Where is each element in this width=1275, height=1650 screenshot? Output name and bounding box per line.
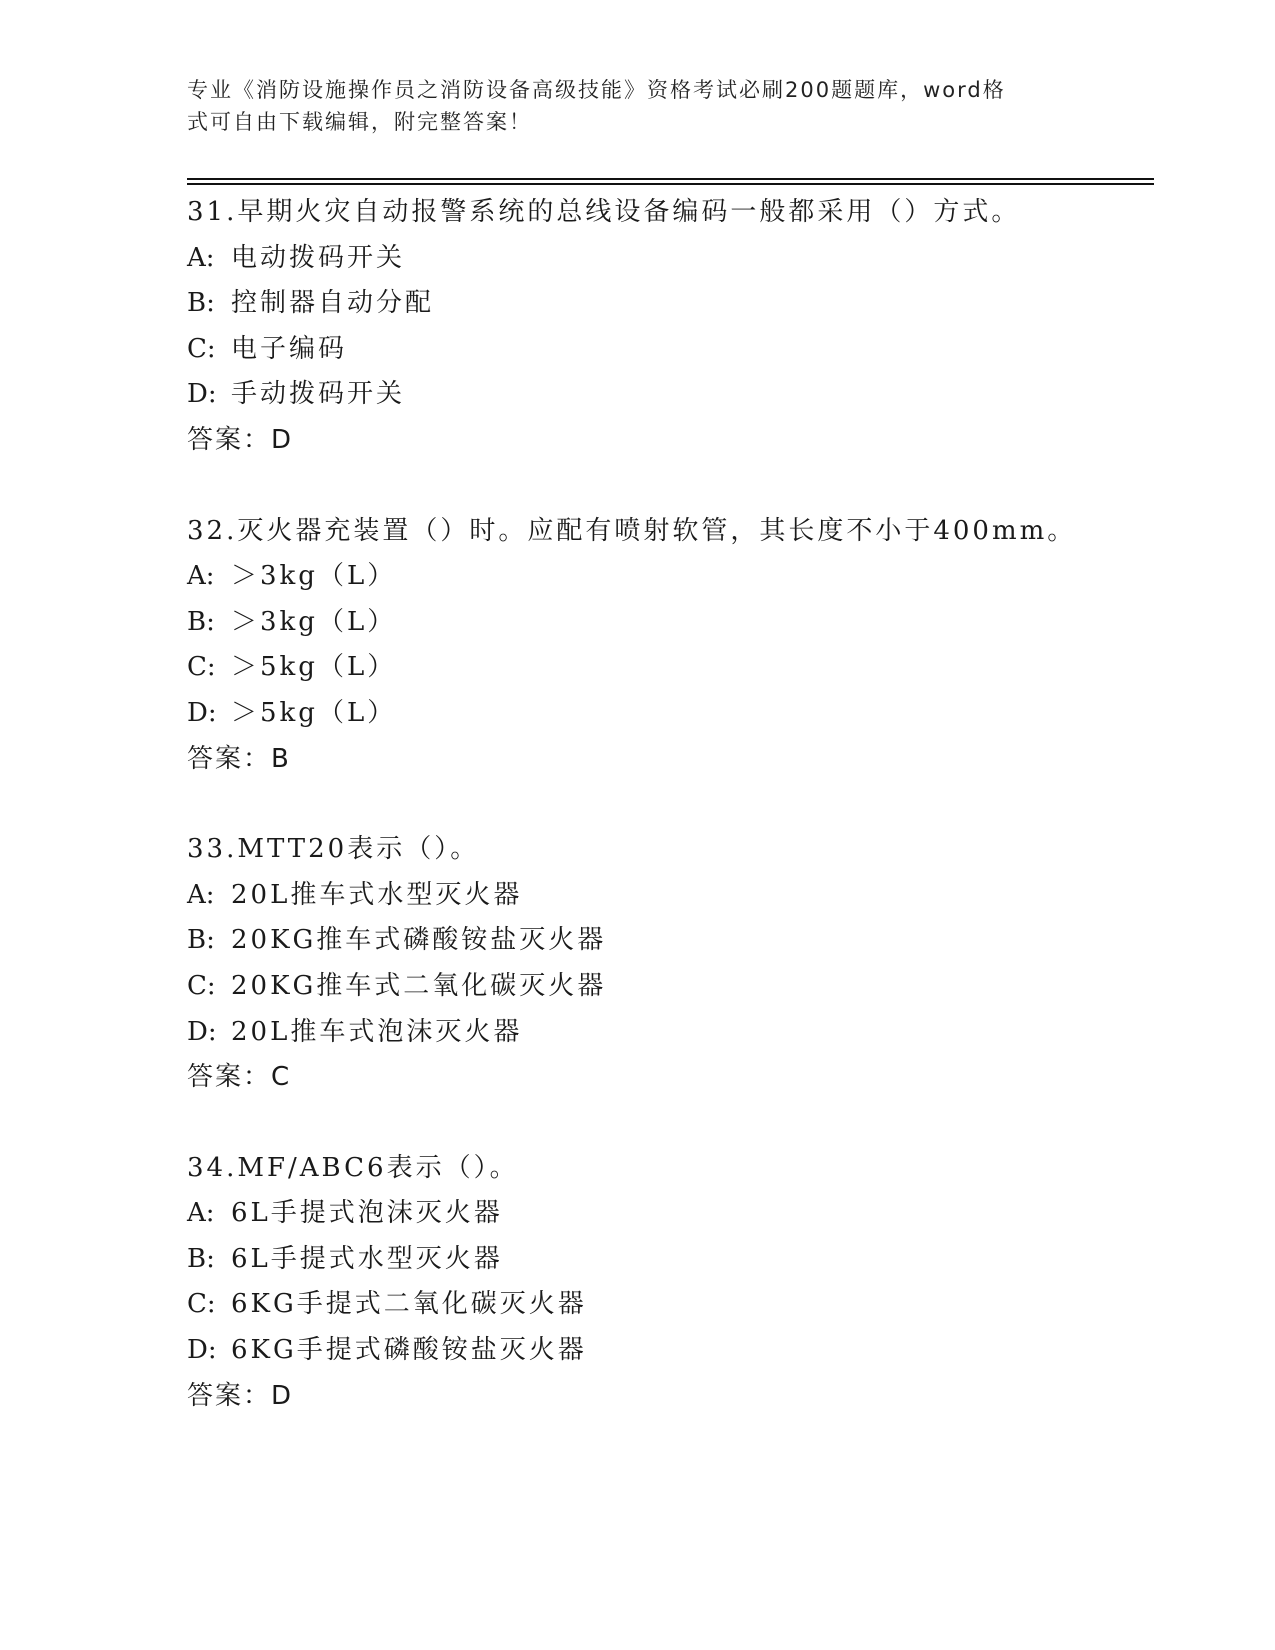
option-text: 20L推车式泡沫灭火器 [231, 1016, 523, 1047]
option-d [187, 372, 1147, 418]
option-b [187, 1237, 1147, 1283]
option-text: ＞5kg（L） [231, 697, 397, 728]
option-a [187, 554, 1147, 600]
question-31 [187, 190, 1147, 464]
option-c [187, 327, 1147, 373]
option-text: 电动拨码开关 [231, 242, 406, 273]
question-list [187, 190, 1147, 1419]
document-header [187, 74, 1067, 138]
answer: 答案：B [187, 743, 291, 774]
option-text: 手动拨码开关 [231, 379, 406, 410]
option-a [187, 873, 1147, 919]
option-text: 6KG手提式磷酸铵盐灭火器 [231, 1335, 587, 1366]
option-text: 控制器自动分配 [231, 288, 435, 319]
option-letter: D: [187, 1016, 217, 1047]
option-c [187, 1282, 1147, 1328]
option-text: 6KG手提式二氧化碳灭火器 [231, 1289, 587, 1320]
option-text: ＞3kg（L） [231, 561, 397, 592]
option-b [187, 281, 1147, 327]
header-rule-top [187, 178, 1154, 180]
question-32 [187, 509, 1147, 783]
option-letter: C: [187, 970, 216, 1001]
option-text: 20L推车式水型灭火器 [231, 879, 523, 910]
option-c [187, 645, 1147, 691]
option-b [187, 600, 1147, 646]
header-line-1: 专业《消防设施操作员之消防设备高级技能》资格考试必刷200题题库，word格 [187, 78, 1006, 102]
option-letter: D: [187, 379, 217, 410]
question-stem: 31.早期火灾自动报警系统的总线设备编码一般都采用（）方式。 [187, 197, 1021, 227]
option-letter: C: [187, 652, 216, 683]
option-b [187, 918, 1147, 964]
question-stem: 34.MF/ABC6表示（）。 [187, 1152, 519, 1183]
option-text: 6L手提式水型灭火器 [231, 1243, 503, 1274]
option-text: 20KG推车式磷酸铵盐灭火器 [231, 925, 607, 956]
header-line-2: 式可自由下载编辑，附完整答案！ [187, 110, 532, 134]
question-stem: 33.MTT20表示（）。 [187, 834, 480, 865]
option-letter: B: [187, 288, 215, 319]
option-letter: B: [187, 606, 215, 637]
header-rule-bottom [187, 183, 1154, 185]
option-a [187, 236, 1147, 282]
option-text: 6L手提式泡沫灭火器 [231, 1198, 503, 1229]
option-d [187, 1010, 1147, 1056]
option-text: ＞3kg（L） [231, 606, 397, 637]
option-text: ＞5kg（L） [231, 652, 397, 683]
question-stem: 32.灭火器充装置（）时。应配有喷射软管，其长度不小于400mm。 [187, 515, 1077, 546]
option-letter: B: [187, 1243, 215, 1274]
option-c [187, 964, 1147, 1010]
option-letter: D: [187, 1335, 217, 1366]
option-letter: A: [187, 561, 215, 592]
option-letter: B: [187, 925, 215, 956]
option-letter: D: [187, 697, 217, 728]
option-letter: C: [187, 333, 216, 364]
option-letter: A: [187, 1198, 215, 1229]
answer: 答案：C [187, 1062, 292, 1093]
option-letter: A: [187, 242, 215, 273]
option-letter: A: [187, 879, 215, 910]
option-a [187, 1191, 1147, 1237]
option-d [187, 1328, 1147, 1374]
answer: 答案：D [187, 424, 294, 455]
option-text: 20KG推车式二氧化碳灭火器 [231, 970, 607, 1001]
question-33 [187, 827, 1147, 1101]
option-d [187, 691, 1147, 737]
option-letter: C: [187, 1289, 216, 1320]
answer: 答案：D [187, 1380, 294, 1411]
option-text: 电子编码 [231, 333, 348, 364]
question-34 [187, 1146, 1147, 1420]
